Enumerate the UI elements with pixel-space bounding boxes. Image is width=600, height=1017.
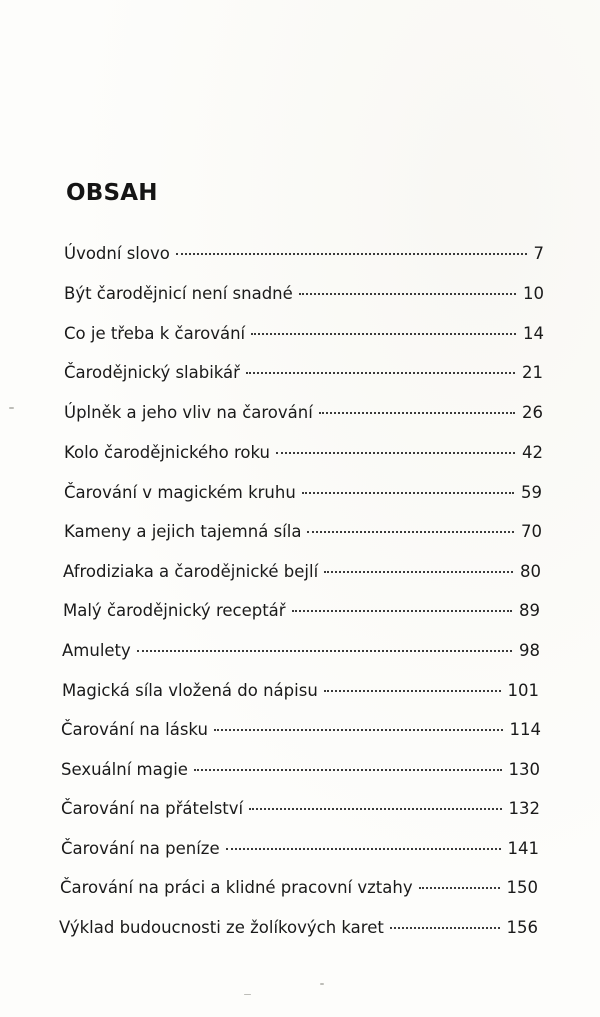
toc-entry: [62, 639, 540, 663]
toc-entry-title: Čarování na lásku: [61, 720, 208, 739]
toc-entry: [61, 718, 541, 742]
dot-leader: [319, 412, 515, 414]
toc-entry: [64, 441, 543, 465]
dot-leader: [302, 492, 514, 494]
toc-entry: [63, 599, 540, 623]
toc-entry-page: 89: [519, 601, 540, 620]
toc-entry-title: Kolo čarodějnického roku: [64, 443, 270, 462]
dot-leader: [246, 372, 515, 374]
toc-entry-title: Amulety: [62, 641, 131, 660]
dot-leader: [292, 610, 512, 612]
toc-entry-title: Úplněk a jeho vliv na čarování: [64, 403, 313, 422]
toc-entry-page: 132: [508, 799, 540, 818]
dot-leader: [324, 690, 501, 692]
toc-entry: [61, 758, 540, 782]
dot-leader: [137, 650, 512, 652]
toc-entry-title: Výklad budoucnosti ze žolíkových karet: [59, 918, 384, 937]
dot-leader: [390, 927, 500, 929]
paper-speck: [320, 983, 324, 985]
toc-entry-title: Čarodějnický slabikář: [64, 363, 240, 382]
toc-entry-page: 101: [507, 681, 539, 700]
toc-entry: [64, 401, 543, 425]
dot-leader: [307, 531, 514, 533]
toc-entry-page: 21: [522, 363, 543, 382]
toc-entry-title: Kameny a jejich tajemná síla: [64, 522, 302, 541]
toc-entry-title: Sexuální magie: [61, 760, 188, 779]
toc-entry-page: 70: [521, 522, 542, 541]
dot-leader: [226, 848, 501, 850]
toc-entry-page: 156: [506, 918, 538, 937]
toc-entry: [64, 242, 544, 266]
dot-leader: [194, 769, 502, 771]
toc-entry: [62, 679, 539, 703]
toc-entry: [61, 837, 539, 861]
page-title: OBSAH: [66, 180, 158, 206]
dot-leader: [214, 729, 503, 731]
toc-entry-page: 141: [507, 839, 539, 858]
toc-entry-title: Úvodní slovo: [64, 244, 170, 263]
toc-entry: [64, 520, 542, 544]
toc-entry-title: Čarování na přátelství: [61, 799, 244, 818]
dot-leader: [251, 333, 516, 335]
toc-entry-title: Být čarodějnicí není snadné: [64, 284, 293, 303]
toc-entry-title: Co je třeba k čarování: [64, 324, 246, 343]
toc-entry-title: Magická síla vložená do nápisu: [62, 681, 318, 700]
toc-entry: [60, 876, 538, 900]
toc-entry-page: 114: [509, 720, 541, 739]
dot-leader: [419, 887, 500, 889]
dot-leader: [299, 293, 516, 295]
paper-speck: [9, 407, 14, 409]
toc-entry: [64, 322, 544, 346]
dot-leader: [176, 253, 527, 255]
toc-entry: [64, 282, 544, 306]
toc-entry: [61, 797, 540, 821]
toc-entry: [64, 481, 542, 505]
toc-entry-page: 26: [522, 403, 543, 422]
toc-entry-title: Malý čarodějnický receptář: [63, 601, 286, 620]
toc-entry-page: 10: [523, 284, 544, 303]
toc-entry: [63, 560, 541, 584]
toc-entry-page: 42: [522, 443, 543, 462]
toc-entry: [64, 361, 543, 385]
toc-entry-page: 14: [523, 324, 544, 343]
dot-leader: [276, 452, 515, 454]
toc-entry-page: 7: [533, 244, 544, 263]
toc-entry-page: 59: [521, 483, 542, 502]
paper-speck: [244, 994, 251, 995]
dot-leader: [324, 571, 513, 573]
toc-entry-title: Čarování na práci a klidné pracovní vztahy: [60, 878, 413, 897]
dot-leader: [249, 808, 501, 810]
toc-entry-title: Afrodiziaka a čarodějnické bejlí: [63, 562, 319, 581]
toc-entry-title: Čarování na peníze: [61, 839, 220, 858]
toc-entry: [59, 916, 538, 940]
toc-entry-page: 98: [519, 641, 540, 660]
toc-entry-page: 80: [520, 562, 541, 581]
toc-entry-page: 130: [508, 760, 540, 779]
toc-entry-title: Čarování v magickém kruhu: [64, 483, 296, 502]
toc-entry-page: 150: [506, 878, 538, 897]
